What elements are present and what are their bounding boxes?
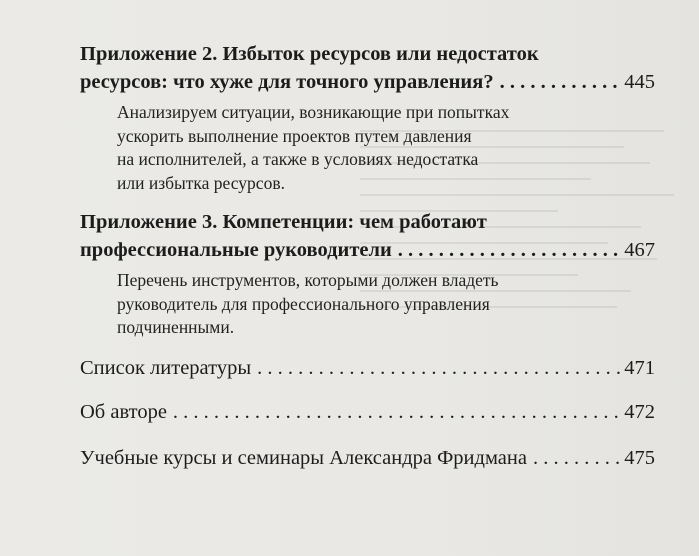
toc-entry-appendix-2: [80, 40, 655, 195]
dot-leader: [398, 236, 620, 264]
toc-entry-description: [117, 101, 655, 195]
toc-entry-title-text: Учебные курсы и семинары Александра Фридмана: [80, 447, 527, 469]
toc-entry-about-author: [80, 398, 655, 426]
toc-entry-title-text: ресурсов: что хуже для точного управления?: [80, 71, 494, 93]
toc-entry-bibliography: [80, 354, 655, 382]
toc-entry-title-text: профессиональные руководители: [80, 239, 392, 261]
toc-page-number: 467: [624, 239, 655, 261]
description-line: на исполнителей, а также в условиях недостатка: [117, 149, 479, 169]
toc-entry-title-line-2: [80, 68, 655, 96]
toc-entry-line: [80, 398, 655, 426]
toc-entry-title-line-1: Приложение 3. Компетенции: чем работают: [80, 211, 487, 233]
description-line: Перечень инструментов, которыми должен владеть: [117, 270, 499, 290]
toc-entry-title-line-1: Приложение 2. Избыток ресурсов или недостаток: [80, 43, 539, 65]
toc-entry-description: [117, 269, 655, 340]
toc-entry-title-text: Список литературы: [80, 357, 252, 379]
toc-entry-courses: [80, 444, 655, 472]
description-line: руководитель для профессионального управления: [117, 293, 490, 314]
toc-entry-line: [80, 444, 655, 472]
toc-page-number: 475: [624, 447, 655, 469]
toc-entry-title-text: Об авторе: [80, 401, 167, 423]
dot-leader: [500, 68, 621, 96]
description-line: подчиненными.: [117, 317, 235, 337]
dot-leader: [533, 444, 620, 472]
description-line: или избытка ресурсов.: [117, 172, 285, 193]
toc-entry-title-line-2: [80, 236, 655, 264]
dot-leader: [173, 398, 620, 426]
description-line: ускорить выполнение проектов путем давления: [117, 125, 472, 146]
description-line: Анализируем ситуации, возникающие при попытках: [117, 102, 510, 122]
toc-entry-line: [80, 354, 655, 382]
toc-entry-appendix-3: [80, 208, 655, 340]
toc-page-number: 471: [624, 357, 655, 379]
dot-leader: [257, 354, 620, 382]
toc-page-number: 445: [624, 71, 655, 93]
toc-page-number: 472: [624, 401, 655, 423]
